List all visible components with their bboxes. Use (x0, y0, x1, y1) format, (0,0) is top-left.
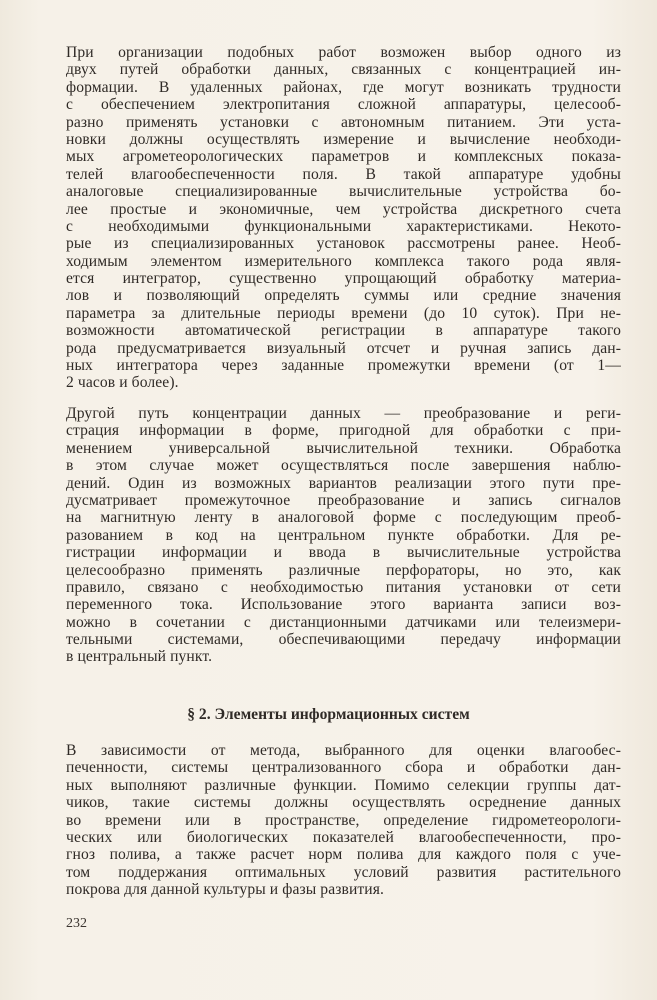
text-line: дусматривает промежуточное преобразование и запись сигналов (66, 491, 621, 509)
paragraph-alternative-path (66, 405, 621, 666)
text-line: Другой путь концентрации данных — преобразование и реги- (66, 405, 621, 422)
text-line: целесообразно применять различные перфораторы, но это, как (66, 561, 621, 579)
text-line: телей влагообеспеченности поля. В такой аппаратуре удобны (66, 165, 621, 183)
text-line: лов и позволяющий определять суммы или средние значения (66, 287, 621, 305)
text-line: переменного тока. Использование этого варианта записи воз- (66, 596, 621, 614)
text-line: мых агрометеорологических параметров и комплексных показа- (66, 148, 621, 166)
text-line: покрова для данной культуры и фазы развития. (66, 881, 385, 899)
text-line: В зависимости от метода, выбранного для оценки влагообес- (66, 742, 621, 759)
text-line: тельными системами, обеспечивающими передачу информации (66, 631, 621, 649)
text-line: печенности, системы централизованного сбора и обработки дан- (66, 759, 621, 777)
text-line: аналоговые специализированные вычислительные устройства бо- (66, 183, 621, 201)
text-line: лее простые и экономичные, чем устройства дискретного счета (66, 200, 621, 218)
text-line: рода предусматривается визуальный отсчет и ручная запись дан- (66, 339, 621, 357)
text-line: чиков, такие системы должны осуществлять осреднение данных (66, 794, 621, 812)
text-line: страция информации в форме, пригодной для обработки с при- (66, 422, 621, 440)
section-heading: § 2. Элементы информационных систем (187, 706, 470, 723)
text-line: в центральный пункт. (66, 648, 213, 666)
paragraph-system-functions (66, 742, 621, 899)
text-line: во времени или в пространстве, определение гидрометеорологи- (66, 811, 621, 829)
text-line: разно применять установки с автономным питанием. Эти уста- (66, 113, 621, 131)
text-line: с необходимыми функциональными характеристиками. Некото- (66, 217, 621, 235)
text-line: ется интегратор, существенно упрощающий обработку материа- (66, 270, 621, 288)
page-number: 232 (66, 916, 87, 931)
text-line: рые из специализированных установок рассмотрены ранее. Необ- (66, 235, 621, 253)
text-line: При организации подобных работ возможен выбор одного из (66, 44, 621, 61)
text-line: формации. В удаленных районах, где могут возникать трудности (66, 78, 621, 96)
paragraph-concentration-methods (66, 44, 621, 392)
text-line: гноз полива, а также расчет норм полива для каждого поля с уче- (66, 846, 621, 864)
text-line: разованием в код на центральном пункте обработки. Для ре- (66, 526, 621, 544)
text-line: двух путей обработки данных, связанных с концентрацией ин- (66, 61, 621, 79)
text-line: можно в сочетании с дистанционными датчиками или телеизмери- (66, 613, 621, 631)
text-line: параметра за длительные периоды времени (до 10 суток). При не- (66, 304, 621, 322)
text-line: ных выполняют различные функции. Помимо селекции группы дат- (66, 776, 621, 794)
text-line: правило, связано с необходимостью питания установки от сети (66, 578, 621, 596)
text-line: на магнитную ленту в аналоговой форме с последующим преоб- (66, 509, 621, 527)
text-line: в этом случае может осуществляться после завершения наблю- (66, 457, 621, 475)
text-line: с обеспечением электропитания сложной аппаратуры, целесооб- (66, 96, 621, 114)
text-line: менением универсальной вычислительной техники. Обработка (66, 439, 621, 457)
text-line: 2 часов и более). (66, 374, 179, 392)
text-line: ных интегратора через заданные промежутки времени (от 1— (66, 357, 621, 375)
text-line: возможности автоматической регистрации в аппаратуре такого (66, 322, 621, 340)
text-line: том поддержания оптимальных условий развития растительного (66, 863, 621, 881)
text-line: дений. Один из возможных вариантов реализации этого пути пре- (66, 474, 621, 492)
text-line: новки должны осуществлять измерение и вычисление необходи- (66, 130, 621, 148)
text-line: гистрации информации и ввода в вычислительные устройства (66, 544, 621, 562)
text-line: ческих или биологических показателей влагообеспеченности, про- (66, 828, 621, 846)
text-line: ходимым элементом измерительного комплекса такого рода явля- (66, 252, 621, 270)
